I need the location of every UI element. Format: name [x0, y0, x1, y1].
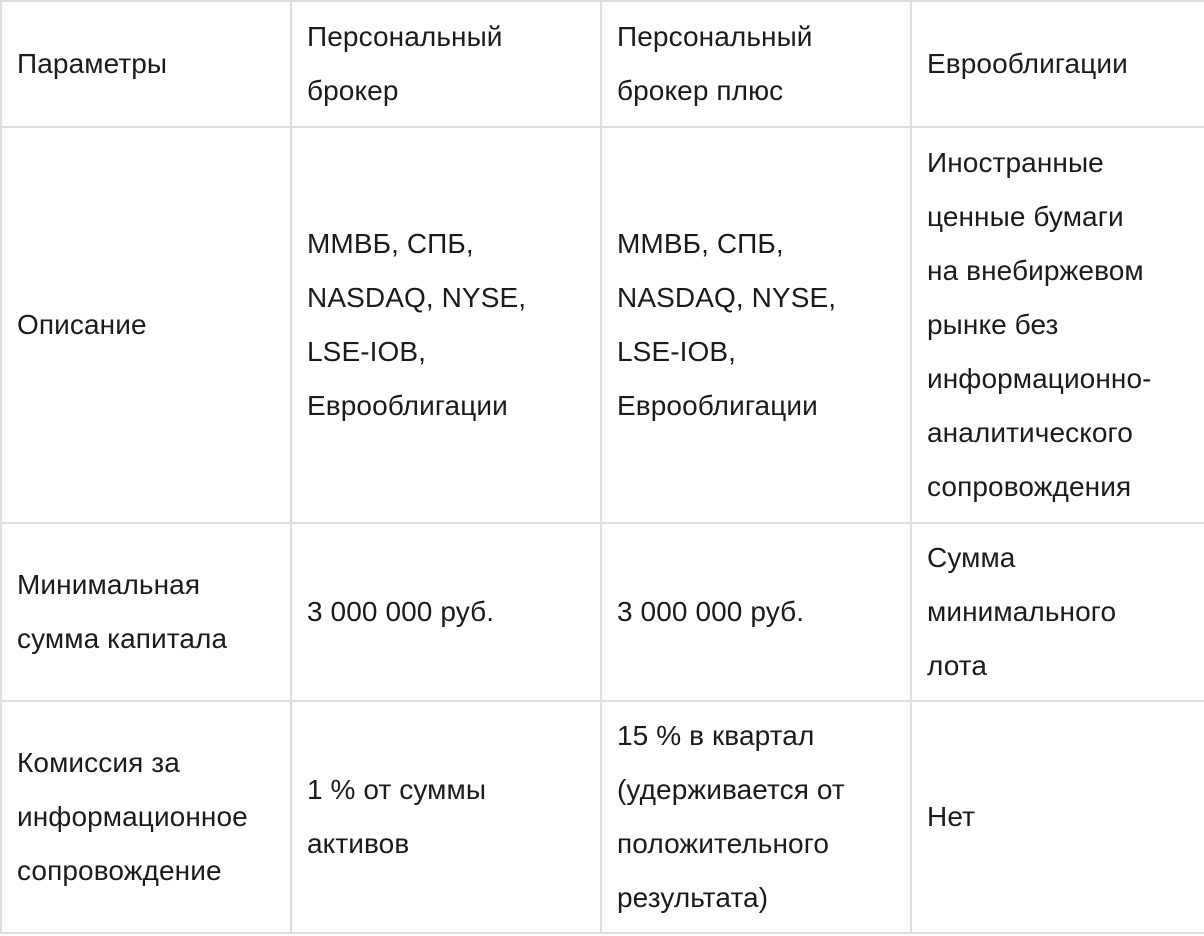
cell-text-line: LSE-IOB,: [617, 336, 737, 367]
cell-text-line: (удерживается от: [617, 774, 845, 805]
cell-text-line: Иностранные: [927, 147, 1104, 178]
header-text: Параметры: [17, 48, 168, 79]
row-label-cell: [1, 523, 291, 701]
cell-text-line: рынке без: [927, 309, 1059, 340]
row-label-cell: [1, 701, 291, 933]
cell-text-line: NASDAQ, NYSE,: [617, 282, 837, 313]
table-cell: [911, 523, 1204, 701]
header-text-line: брокер плюс: [617, 75, 784, 106]
table-header-row: [1, 1, 1204, 127]
table-cell: [601, 701, 911, 933]
header-text-line: Персональный: [307, 21, 503, 52]
row-label-cell: [1, 127, 291, 523]
table-cell: [911, 701, 1204, 933]
cell-text-line: результата): [617, 882, 769, 913]
cell-text-line: LSE-IOB,: [307, 336, 427, 367]
cell-text-line: на внебиржевом: [927, 255, 1144, 286]
header-text-line: брокер: [307, 75, 399, 106]
header-cell-personal-broker-plus: [601, 1, 911, 127]
header-text-line: Персональный: [617, 21, 813, 52]
header-text: Еврооблигации: [927, 48, 1128, 79]
table-cell: [911, 127, 1204, 523]
header-cell-eurobonds: [911, 1, 1204, 127]
table-cell: [601, 127, 911, 523]
cell-text-line: NASDAQ, NYSE,: [307, 282, 527, 313]
row-label-line: сопровождение: [17, 855, 222, 886]
cell-text-line: минимального: [927, 596, 1117, 627]
row-label-line: Комиссия за: [17, 747, 180, 778]
cell-text-line: лота: [927, 650, 988, 681]
cell-text: Нет: [927, 801, 975, 832]
cell-text-line: аналитического: [927, 417, 1133, 448]
cell-text-line: Еврооблигации: [617, 390, 818, 421]
row-label-line: информационное: [17, 801, 248, 832]
cell-text: 3 000 000 руб.: [307, 596, 495, 627]
cell-text-line: положительного: [617, 828, 830, 859]
cell-text-line: активов: [307, 828, 410, 859]
table-cell: [291, 127, 601, 523]
header-cell-personal-broker: [291, 1, 601, 127]
table-cell: [291, 701, 601, 933]
cell-text-line: информационно-: [927, 363, 1152, 394]
table-cell: [601, 523, 911, 701]
table-row-description: [1, 127, 1204, 523]
cell-text-line: ММВБ, СПБ,: [617, 228, 784, 259]
cell-text: 3 000 000 руб.: [617, 596, 805, 627]
header-cell-parameters: [1, 1, 291, 127]
cell-text-line: Сумма: [927, 542, 1016, 573]
cell-text-line: сопровождения: [927, 471, 1132, 502]
cell-text-line: ценные бумаги: [927, 201, 1124, 232]
cell-text-line: Еврооблигации: [307, 390, 508, 421]
row-label-line: сумма капитала: [17, 623, 228, 654]
row-label-line: Минимальная: [17, 569, 201, 600]
cell-text-line: 15 % в квартал: [617, 720, 815, 751]
cell-text-line: ММВБ, СПБ,: [307, 228, 474, 259]
table-cell: [291, 523, 601, 701]
table-row-info-fee: [1, 701, 1204, 933]
row-label: Описание: [17, 309, 147, 340]
table-row-min-capital: [1, 523, 1204, 701]
cell-text-line: 1 % от суммы: [307, 774, 487, 805]
